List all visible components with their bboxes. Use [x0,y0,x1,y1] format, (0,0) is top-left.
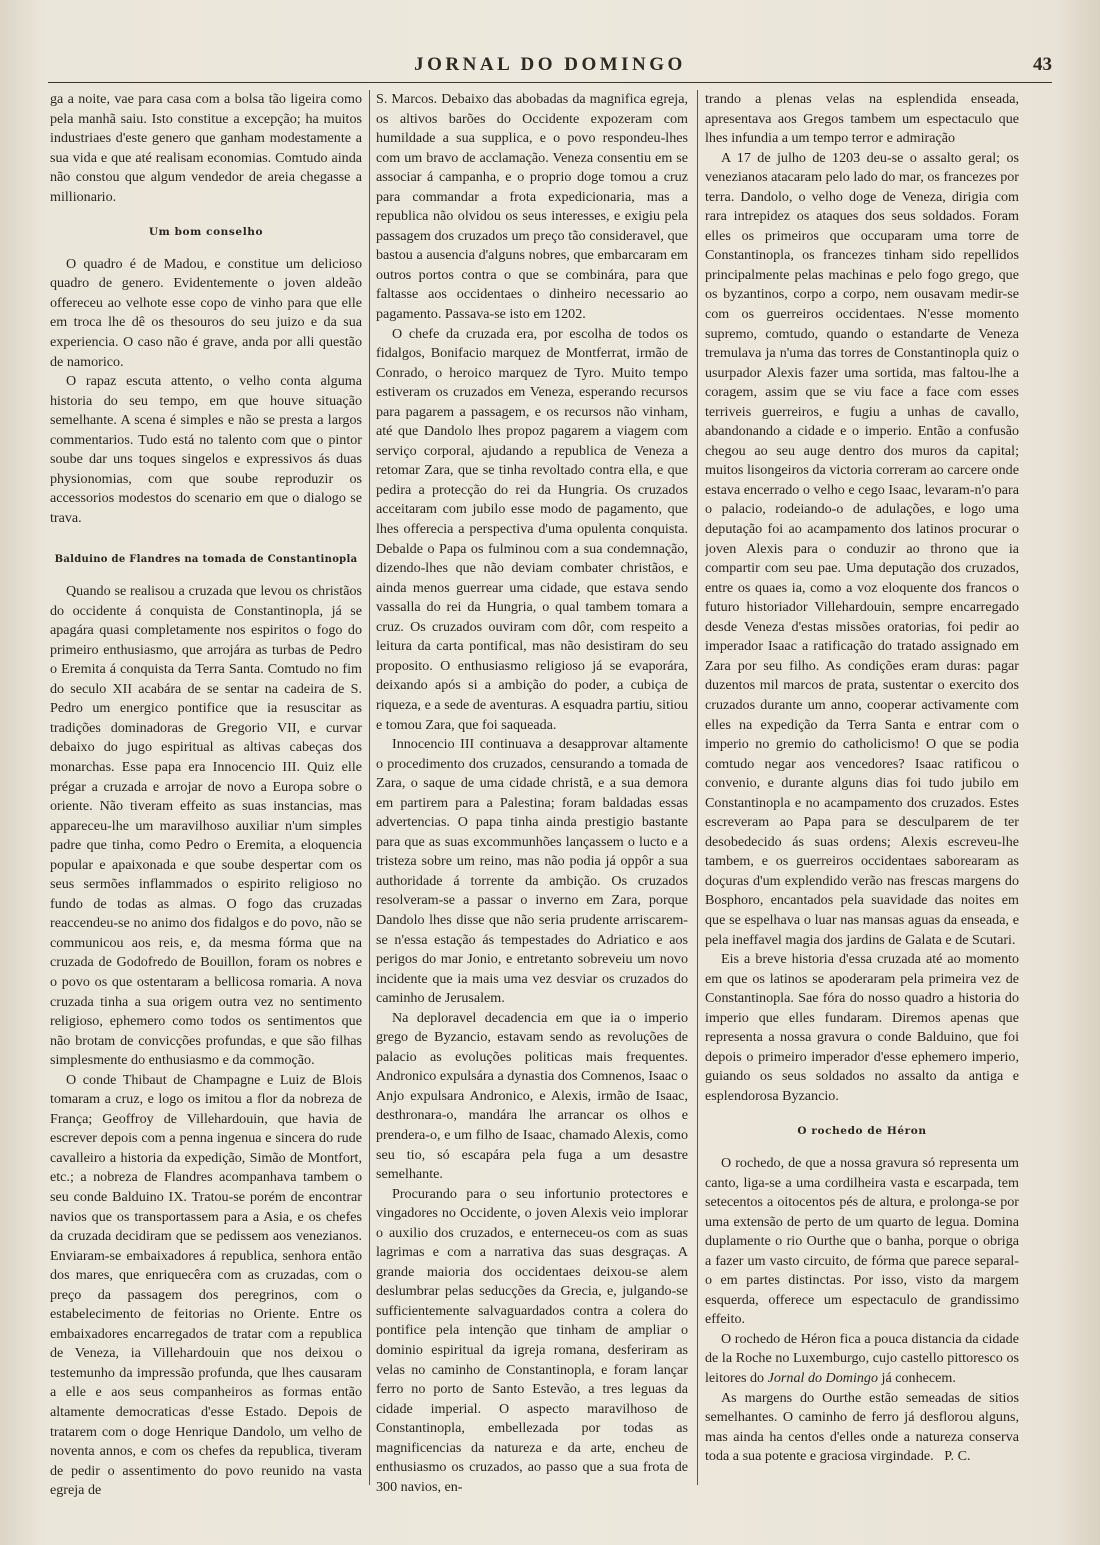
masthead [48,50,1052,83]
section-heading-balduino: Balduino de Flandres na tomada de Constantinopla [54,554,358,566]
text-run: As margens do Ourthe estão semeadas de sitios semelhantes. O caminho de ferro já desflorou alguns, mas ainda ha centos d'elles onde a natureza conserva toda a sua potente e graciosa virgindade. [705,1389,1019,1465]
paragraph: Innocencio III continuava a desapprovar altamente o procedimento dos cruzados, censurando a tomada de Zara, o saque de uma cidade christã, e a sua demora em partirem para a Palestina; foram baldadas essas advertencias. O papa tinha ainda prestigio bastante para que as suas excommunhões lançassem o lucto e a tristeza sobre um reino, mas não podia já oppôr a sua authoridade á torrente da ambição. Os cruzados resolveram-se a passar o inverno em Zara, porque Dandolo lhes disse que não seria prudente arriscarem-se n'essa estação ás tempestades do Adriatico e aos perigos do mar Jonio, e entretanto sobreveiu um novo incidente que ia mais uma vez desviar os cruzados do caminho de Jerusalem. [376,736,688,1007]
paragraph: trando a plenas velas na esplendida enseada, apresentava aos Gregos tambem um espectaculo que lhes infundia a um tempo terror e admiração [705,91,1019,147]
paragraph [705,1389,1019,1467]
paragraph: Quando se realisou a cruzada que levou os christãos do occidente á conquista de Constantinopla, já se apagára quasi completamente nos espiritos o fogo do primeiro enthusiasmo, que arrojára as turbas de Pedro o Eremita á conquista da Terra Santa. Comtudo no fim do seculo XII acabára de se sentar na cadeira de S. Pedro um energico pontifice que ia resuscitar as tradições dominadoras de Gregorio VII, e curvar debaixo do jugo espiritual as altivas cabeças dos monarchas. Esse papa era Innocencio III. Quiz elle prégar a cruzada e arrojar de novo a Europa sobre o oriente. Não tiveram effeito as suas instancias, mas appareceu-lhe um maravilhoso auxiliar n'um simples padre que tinha, como Pedro o Eremita, a eloquencia popular e apaixonada e que soube despertar com os seus sermões inflammados o espirito religioso no fundo de todas as almas. O fogo das cruzadas reaccendeu-se no animo dos fidalgos e do povo, não se communicou aos reis, e, da mesma fórma que na cruzada de Godofredo de Bouillon, foram os nobres e o povo os que ostentaram a bellicosa romaria. A nova cruzada tinha a sua origem outra vez no sentimento religioso, ephemero como todos os sentimentos que não brotam de convicções profundas, e que são filhas simplesmente do enthusiasmo e da commoção. [50,583,362,1069]
paragraph: A 17 de julho de 1203 deu-se o assalto geral; os venezianos atacaram pelo lado do mar, os francezes por terra. Dandolo, o velho doge de Veneza, dirigia com rara intrepidez os ataques dos seus soldados. Foram elles os primeiros que occuparam uma torre de Constantinopla, os francezes tinham sido repellidos principalmente pelas machinas e pelo fogo grego, que os byzantinos, corpo a corpo, nem ousavam medir-se com os guerreiros occidentaes. N'esse momento supremo, comtudo, quando o estandarte de Veneza tremulava ja n'uma das torres de Constantinopla quiz o usurpador Alexis fazer uma sortida, mas faltou-lhe a coragem, assim que se viu face a face com esses terriveis guerreiros, e fugiu a unhas de cavallo, abandonando a cidade e o imperio. Então a confusão chegou ao seu auge dentro dos muros da capital; muitos lisongeiros da victoria correram ao carcere onde estava encerrado o velho e cego Isaac, levaram-n'o para o palacio, rodeiando-o de adulações, e logo uma deputação foi ao acampamento dos latinos procurar o joven Alexis para o conduzir ao throno que ia compartir com seu pae. Uma deputação dos cruzados, entre os quaes ia, como a voz eloquente dos francos o futuro historiador Villehardouin, sempre encarregado desde Veneza d'estas missões oratorias, foi pedir ao imperador Isaac a ratificação do tratado assignado em Zara por seu filho. As condições eram duras: pagar duzentos mil marcos de prata, sustentar o exercito dos cruzados durante um anno, cooperar activamente com elles na expedição da Terra Santa e entrar com o imperio no gremio do catholicismo! O que se podia comtudo negar aos vencedores? Isaac ratificou o convenio, e durante alguns dias foi tudo jubilo em Constantinopla e no acampamento dos cruzados. Estes escreveram ao Papa para se desculparem de ter desobedecido ás suas ordens; Alexis escreveu-lhe tambem, e os guerreiros occidentaes saborearam as doçuras d'um explendido verão nas frescas margens do Bosphoro, encantados pela suavidade das noites em que se espelhava o luar nas mansas aguas da enseada, e pela ineffavel magia dos jardins de Galata e de Scutari. [705,149,1019,948]
paragraph: S. Marcos. Debaixo das abobadas da magnifica egreja, os altivos barões do Occidente expozeram com humildade a sua supplica, e o povo respondeu-lhes com um bravo de acclamação. Veneza consentiu em se associar á campanha, e o proprio doge tomou a cruz para commandar a frota expedicionaria, mas a republica não olvidou os seus interesses, e exigiu pela passagem dos cruzados um preço tão consideravel, que bastou a ausencia d'alguns nobres, que embarcaram em outros portos contra o que se combinára, para que faltasse aos occidentaes o dinheiro necessario ao pagamento. Passava-se isto em 1202. [376,91,688,323]
masthead-title: JORNAL DO DOMINGO [414,54,686,75]
column-divider [369,90,370,1485]
text-run: O rochedo de Héron fica a pouca distancia da cidade de la Roche no Luxemburgo, cujo castello pittoresco os leitores do [705,1330,1019,1386]
publication-title: Jornal do Domingo [767,1370,879,1386]
paragraph: Eis a breve historia d'essa cruzada até ao momento em que os latinos se apoderaram pela primeira vez de Constantinopla. Sae fóra do nosso quadro a historia do imperio que elles fundaram. Diremos apenas que representa a nossa gravura o conde Balduino, que foi depois o primeiro imperador d'esse ephemero imperio, guiando os seus soldados no assalto da antiga e esplendorosa Byzancio. [705,951,1019,1104]
section-heading-rochedo: O rochedo de Héron [797,1125,927,1138]
paragraph: O chefe da cruzada era, por escolha de todos os fidalgos, Bonifacio marquez de Montferrat, irmão de Conrado, o heroico marquez de Tyro. Muito tempo estiveram os cruzados em Veneza, esperando recursos para pagarem a passagem, e os recursos não vinham, até que Dandolo lhes propoz pagarem a viagem com serviço corporal, ajudando a republica de Veneza a retomar Zara, que se tinha revoltado contra ella, e que pedira a protecção do rei da Hungria. Os cruzados acceitaram com jubilo esse modo de pagamento, que lhes offerecia a perspectiva d'uma opulenta conquista. Debalde o Papa os fulminou com a sua condemnação, dizendo-lhes que não deviam combater christãos, e ainda menos guerrear uma cidade, que estava sendo vassalla do rei da Hungria, o qual tambem tomara a cruz. Os cruzados ouviram com dôr, com respeito a leitura da carta pontifical, mas não desistiram do seu proposito. O enthusiasmo religioso já se evaporára, deixando após si a ambição do poder, a cubiça de riqueza, e a sede de aventuras. A esquadra partiu, sitiou e tomou Zara, que foi saqueada. [376,325,688,733]
paragraph: O conde Thibaut de Champagne e Luiz de Blois tomaram a cruz, e logo os imitou a flor da nobreza de França; Geoffroy de Villehardouin, que havia de escrever depois com a penna ingenua e sincera do rude cavalleiro a historia da expedição, Simão de Montfort, etc.; a nobreza de Flandres acompanhava tambem o seu conde Balduino IX. Tratou-se porém de encontrar navios que os transportassem para a Asia, e os chefes da cruzada decidiram que se pedissem aos venezianos. Enviaram-se embaixadores á republica, senhora então dos mares, que enriquecêra com as cruzadas, com o preço da passagem dos peregrinos, com o estabelecimento de feitorias no Oriente. Entre os embaixadores encarregados de tratar com a republica de Veneza, ia Villehardouin que nos deixou o testemunho da impressão profunda, que lhes causaram a elle e aos seus companheiros as formas então altamente democraticas d'esse Estado. Depois de tratarem com o doge Henrique Dandolo, um velho de noventa annos, e com os chefes da republica, tiveram de pedir o assentimento do povo reunido na vasta egreja de [50,1071,362,1499]
paragraph: O quadro é de Madou, e constitue um delicioso quadro de genero. Evidentemente o joven aldeão offereceu ao velhote esse copo de vinho para que elle em troca lhe dê os thesouros do seu juizo e da sua experiencia. O caso não é grave, anda por alli questão de namorico. [50,255,362,370]
paragraph: ga a noite, vae para casa com a bolsa tão ligeira como pela manhã saiu. Isto constitue a excepção; ha muitos industriaes d'este genero que ganham modestamente a sua vida e que até realisam economias. Comtudo ainda não constou que algum vendedor de areia chegasse a millionario. [50,91,362,205]
paragraph: Procurando para o seu infortunio protectores e vingadores no Occidente, o joven Alexis veio implorar o auxilio dos cruzados, e enterneceu-os com as suas lagrimas e com a narrativa das suas desgraças. A grande maioria dos occidentaes deixou-se alem deslumbrar pelas seducções da Grecia, e, julgando-se sufficientemente salvaguardados contra a colera do pontifice pela intenção que tinham de ampliar o dominio espiritual da igreja romana, desferiram as velas no caminho de Constantinopla, e foram lançar ferro no porto de Santo Estevão, a tres leguas da cidade imperial. O aspecto maravilhoso de Constantinopla, embellezada por todas as magnificencias da natureza e da arte, encheu de enthusiasmo os cruzados, ao passo que a sua frota de 300 navios, en- [376,1185,688,1495]
paragraph: Na deploravel decadencia em que ia o imperio grego de Byzancio, estavam sendo as revoluções de palacio as evoluções politicas mais frequentes. Andronico expulsára a dynastia dos Comnenos, Isaac o Anjo expulsara Andronico, e Alexis, irmão de Isaac, desthronara-o, mandára lhe arrancar os olhos e prendera-o, e um filho de Isaac, chamado Alexis, como seu tio, só escapára pela fuga a um desastre semelhante. [376,1009,688,1183]
column-3 [705,90,1019,1510]
page-number: 43 [1033,54,1052,75]
text-run: já conhecem. [878,1370,956,1386]
paragraph: O rochedo, de que a nossa gravura só representa um canto, liga-se a uma cordilheira vasta e escarpada, tem setecentos a oitocentos pés de altura, e prolonga-se por uma extensão de perto de um quarto de legua. Domina duplamente o rio Ourthe que o banha, porque o obriga a fazer um vasto circuito, de fórma que parece separal-o em partes distinctas. Por isso, visto da margem esquerda, offerece um espectaculo de grandissimo effeito. [705,1154,1019,1328]
author-signature: P. C. [944,1448,971,1465]
column-divider [697,90,698,1485]
paragraph: O rapaz escuta attento, o velho conta alguma historia do seu tempo, em que houve situação semelhante. A scena é simples e não se presta a largos commentarios. Tudo está no talento com que o pintor soube dar uns toques singelos e expressivos ás duas physionomias, com que soube reproduzir os accessorios modestos do scenario em que o dialogo se trava. [50,373,362,526]
column-2 [376,90,688,1510]
paragraph [705,1330,1019,1389]
column-1 [50,90,362,1510]
section-heading-bom-conselho: Um bom conselho [148,226,264,239]
